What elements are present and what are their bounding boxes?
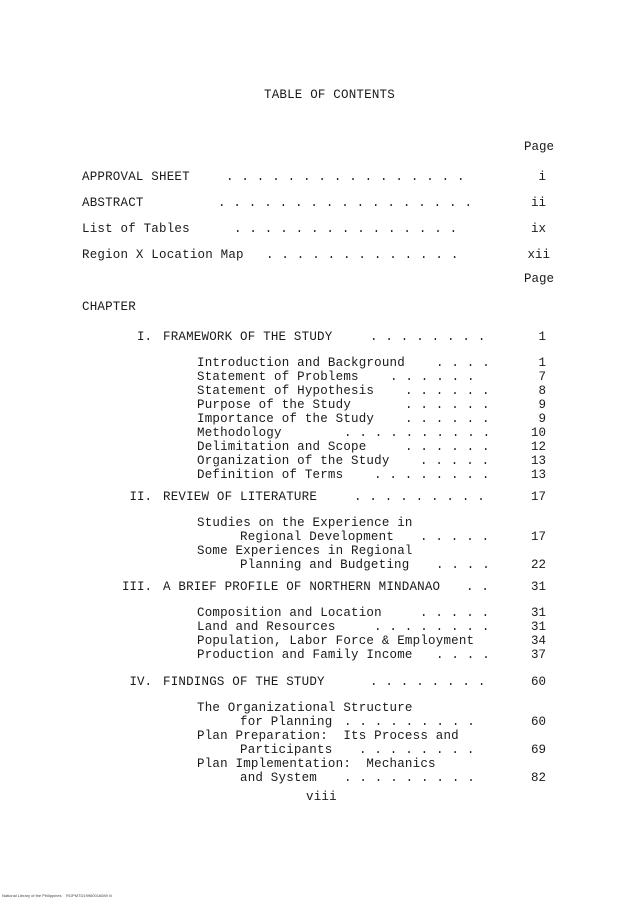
leader-dots: . . . . . . . . . . . . . [266,248,459,262]
section-title: Population, Labor Force & Employment [197,634,475,648]
scan-footer: National Library of the Philippines RGPMTD19960016089 iii [2,893,112,898]
section-page: 1 [538,356,546,370]
leader-dots: . . . . . . [405,412,490,426]
section-title: Delimitation and Scope [197,440,367,454]
section-title: Plan Implementation: Mechanics [197,757,436,771]
leader-dots: . . . . . . [405,384,490,398]
section-page: 12 [530,440,546,454]
chapter-heading: CHAPTER [82,300,136,314]
page-column-header: Page [523,272,554,286]
front-matter-label: List of Tables [82,222,190,236]
chapter-page: 17 [530,490,546,504]
leader-dots: . . . . [436,356,490,370]
section-page: 31 [530,606,546,620]
chapter-numeral: I. [136,330,152,344]
front-matter-page: ix [530,222,546,236]
toc-title: TABLE OF CONTENTS [264,88,395,102]
chapter-numeral: IV. [129,675,152,689]
leader-dots: . . . . [436,558,490,572]
leader-dots: . . . . . . . . . [344,771,475,785]
leader-dots: . . . . . . [390,370,475,384]
front-matter-label: Region X Location Map [82,248,244,262]
front-matter-page: i [538,170,546,184]
section-title: Purpose of the Study [197,398,352,412]
section-page: 13 [530,454,546,468]
section-page: 69 [530,743,546,757]
leader-dots: . . . . . . . . [374,620,490,634]
section-title: Introduction and Background [197,356,405,370]
section-page: 7 [538,370,546,384]
leader-dots: . . . . . . . . [370,330,486,344]
section-title: Production and Family Income [197,648,413,662]
chapter-title: REVIEW OF LITERATURE [163,490,318,504]
leader-dots: . . . . . . . . . . [344,426,491,440]
chapter-page: 1 [538,330,546,344]
section-page: 17 [530,530,546,544]
section-title: Methodology [197,426,282,440]
chapter-numeral: III. [121,580,152,594]
leader-dots: . . . . . . . . [370,675,486,689]
section-title: Studies on the Experience in [197,516,413,530]
chapter-page: 60 [530,675,546,689]
section-title: Composition and Location [197,606,382,620]
chapter-title: FRAMEWORK OF THE STUDY [163,330,333,344]
front-matter-label: APPROVAL SHEET [82,170,190,184]
leader-dots: . . [466,580,490,594]
leader-dots: . . . . . . . . . . . . . . . . [226,170,465,184]
section-page: 9 [538,412,546,426]
leader-dots: . . . . [436,648,490,662]
section-title: Land and Resources [197,620,336,634]
section-title: The Organizational Structure [197,701,413,715]
leader-dots: . . . . . . [405,398,490,412]
section-page: 13 [530,468,546,482]
leader-dots: . . . . . [420,454,490,468]
leader-dots: . . . . . . . . . . . . . . . . . [218,196,473,210]
leader-dots: . . . . . . . . . [354,490,485,504]
chapter-numeral: II. [129,490,152,504]
leader-dots: . . . . . [420,606,490,620]
leader-dots: . . . . . [420,530,490,544]
leader-dots: . . . . . . . . [374,468,490,482]
page-folio: viii [306,790,337,804]
section-page: 82 [530,771,546,785]
section-title-continued: Planning and Budgeting [240,558,410,572]
leader-dots: . . . . . . . . . [344,715,475,729]
section-title-continued: and System [240,771,318,785]
leader-dots: . . . . . . . . . . . . . . . [234,222,458,236]
section-title: Importance of the Study [197,412,375,426]
front-matter-page: ii [530,196,546,210]
section-page: 10 [530,426,546,440]
leader-dots: . . . . . . . . [359,743,475,757]
section-title-continued: Participants [240,743,333,757]
section-page: 9 [538,398,546,412]
section-page: 22 [530,558,546,572]
section-title: Statement of Hypothesis [197,384,375,398]
front-matter-label: ABSTRACT [82,196,144,210]
section-page: 60 [530,715,546,729]
chapter-title: FINDINGS OF THE STUDY [163,675,325,689]
section-title: Some Experiences in Regional [197,544,413,558]
section-page: 37 [530,648,546,662]
chapter-title: A BRIEF PROFILE OF NORTHERN MINDANAO [163,580,441,594]
front-matter-page: xii [527,248,550,262]
section-title: Plan Preparation: Its Process and [197,729,459,743]
section-page: 34 [530,634,546,648]
section-page: 31 [530,620,546,634]
page-column-header: Page [523,140,554,154]
section-title: Definition of Terms [197,468,344,482]
section-title: Organization of the Study [197,454,390,468]
section-title: Statement of Problems [197,370,359,384]
section-title-continued: for Planning [240,715,333,729]
section-title-continued: Regional Development [240,530,395,544]
leader-dots: . . . . . . [405,440,490,454]
section-page: 8 [538,384,546,398]
chapter-page: 31 [530,580,546,594]
